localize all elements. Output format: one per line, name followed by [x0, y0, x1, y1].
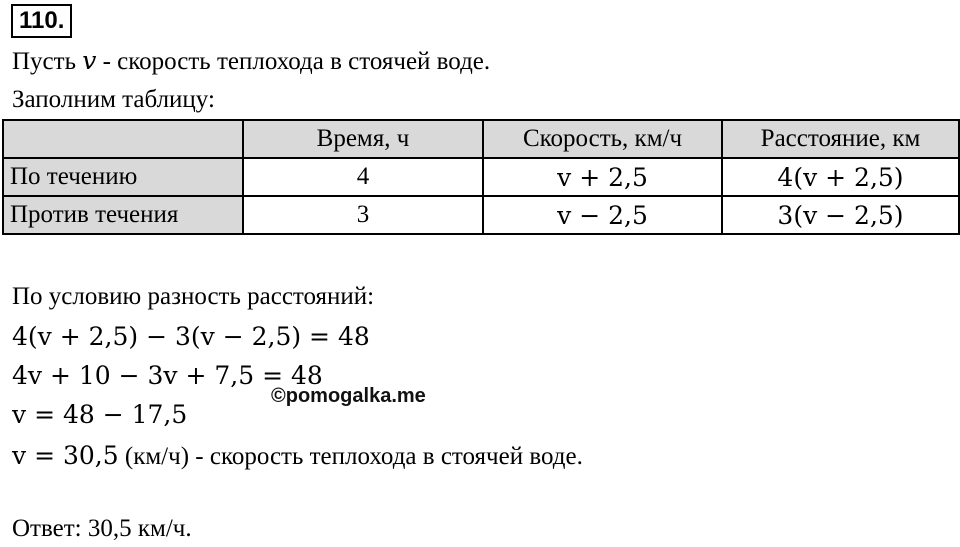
table-header-row: [3, 120, 959, 158]
table-header-empty: [3, 120, 243, 158]
data-table: [2, 119, 960, 235]
table-cell-speed: v − 2,5: [483, 196, 722, 234]
table-cell-time: 4: [243, 158, 483, 196]
answer-line: Ответ: 30,5 км/ч.: [12, 515, 192, 542]
fill-table-line: Заполним таблицу:: [12, 86, 215, 113]
result-equation: v = 30,5: [12, 441, 119, 470]
intro-line: [12, 46, 490, 76]
table-header-speed: Скорость, км/ч: [483, 120, 722, 158]
result-text: (км/ч) - скорость теплохода в стоячей воде.: [118, 443, 583, 470]
table-cell-speed: v + 2,5: [483, 158, 722, 196]
table-row-label: Против течения: [3, 196, 243, 234]
equation-line: v = 48 − 17,5: [12, 400, 188, 429]
table-cell-distance: 3(v − 2,5): [722, 196, 959, 234]
problem-number: 110.: [11, 4, 72, 38]
table-cell-time: 3: [243, 196, 483, 234]
intro-prefix: Пусть: [12, 48, 83, 75]
table-header-time: Время, ч: [243, 120, 483, 158]
intro-variable: v: [82, 46, 97, 75]
table-cell-distance: 4(v + 2,5): [722, 158, 959, 196]
equation-line: 4v + 10 − 3v + 7,5 = 48: [12, 361, 323, 390]
condition-line: По условию разность расстояний:: [12, 283, 375, 310]
result-line: [12, 441, 583, 471]
table-row-label: По течению: [3, 158, 243, 196]
watermark: ©pomogalka.me: [271, 385, 426, 407]
intro-suffix: - скорость теплохода в стоячей воде.: [96, 48, 491, 75]
table-row: [3, 158, 959, 196]
equation-line: 4(v + 2,5) − 3(v − 2,5) = 48: [12, 322, 370, 351]
table-row: [3, 196, 959, 234]
table-header-distance: Расстояние, км: [722, 120, 959, 158]
